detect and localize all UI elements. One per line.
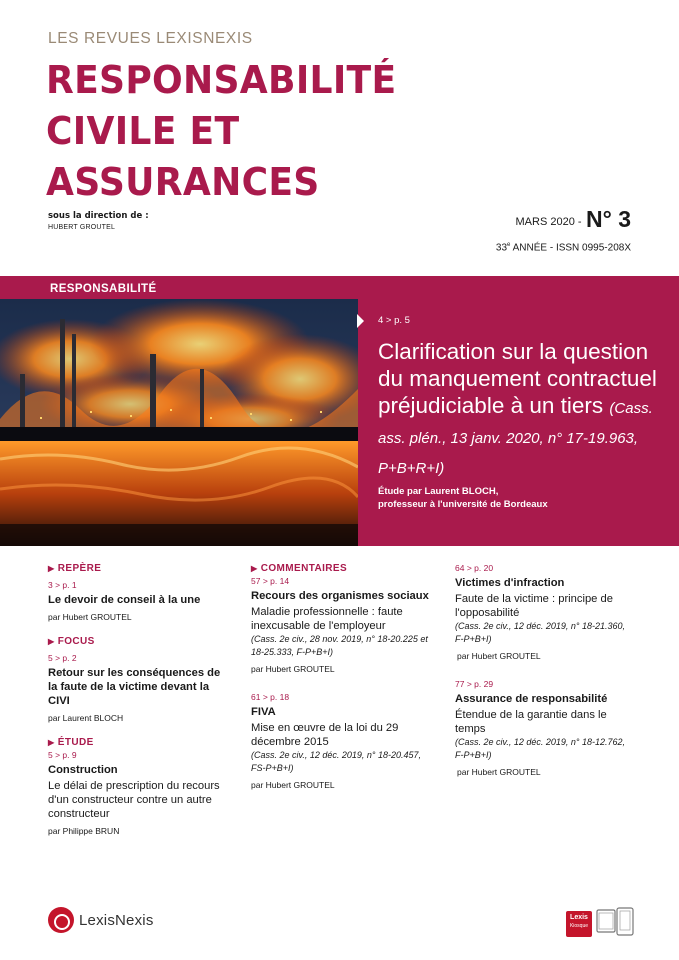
year-suffix: e xyxy=(507,242,511,248)
feature-photo xyxy=(0,299,358,546)
item-author: par Hubert GROUTEL xyxy=(457,651,541,661)
item-citation: (Cass. 2e civ., 12 déc. 2019, n° 18-20.457, FS-P+B+I) xyxy=(251,750,422,773)
section-repere-label: REPÈRE xyxy=(57,563,102,574)
item-author: par Hubert GROUTEL xyxy=(251,780,335,790)
item-author: par Hubert GROUTEL xyxy=(48,612,132,622)
section-etude xyxy=(48,737,223,748)
feature-section-label: RESPONSABILITÉ xyxy=(50,283,157,295)
item-ref: 57 > p. 14 xyxy=(251,576,290,586)
toc-item[interactable] xyxy=(455,563,635,661)
item-author: par Philippe BRUN xyxy=(48,826,120,836)
item-author: par Hubert GROUTEL xyxy=(251,664,335,674)
toc-item[interactable] xyxy=(48,653,223,723)
item-subtitle: Étendue de la garantie dans le temps xyxy=(455,709,607,735)
feature-author-line-1: Étude par Laurent BLOCH, xyxy=(378,486,499,497)
triangle-icon: ▶ xyxy=(48,738,55,747)
series-name: LES REVUES LEXISNEXIS xyxy=(48,30,253,47)
title-line-3: ASSURANCES xyxy=(46,160,320,204)
item-ref: 77 > p. 29 xyxy=(455,679,494,689)
section-focus-label: FOCUS xyxy=(57,636,95,647)
feature-page-ref: 4 > p. 5 xyxy=(378,315,410,326)
title-line-1: RESPONSABILITÉ xyxy=(46,58,397,102)
toc-column-1 xyxy=(48,560,223,840)
item-citation: (Cass. 2e civ., 28 nov. 2019, n° 18-20.225 et 18-25.333, F-P+B+I) xyxy=(251,634,428,657)
issue-number: N° 3 xyxy=(586,206,631,232)
director-name: HUBERT GROUTEL xyxy=(48,224,116,231)
toc-column-2 xyxy=(251,560,431,794)
item-title: Recours des organismes sociaux xyxy=(251,590,429,602)
feature-title-text: Clarification sur la question du manquement contractuel préjudiciable à un tiers xyxy=(378,339,657,418)
item-ref: 5 > p. 9 xyxy=(48,750,77,760)
item-title: FIVA xyxy=(251,706,276,718)
toc-item[interactable] xyxy=(48,580,223,622)
item-title: Retour sur les conséquences de la faute de la victime devant la CIVI xyxy=(48,667,221,707)
item-author: par Laurent BLOCH xyxy=(48,713,124,723)
item-subtitle: Mise en œuvre de la loi du 29 décembre 2015 xyxy=(251,722,399,748)
item-subtitle: Le délai de prescription du recours d'un constructeur contre un autre constructeur xyxy=(48,780,220,820)
triangle-icon: ▶ xyxy=(251,564,258,573)
journal-title xyxy=(46,55,578,208)
toc-item[interactable] xyxy=(455,679,635,777)
kiosque-badge xyxy=(566,911,592,937)
item-citation: (Cass. 2e civ., 12 déc. 2019, n° 18-12.762, F-P+B+I) xyxy=(455,737,626,760)
year-number: 33 xyxy=(495,242,508,254)
toc-item[interactable] xyxy=(251,692,431,790)
feature-notch xyxy=(357,314,364,328)
feature-citation: (Cass. ass. plén., 13 janv. 2020, n° 17-19.963, P+B+R+I) xyxy=(378,400,653,477)
publisher-logo xyxy=(48,905,154,935)
issue-info xyxy=(516,206,631,233)
issue-date: MARS 2020 - xyxy=(515,216,582,228)
section-commentaires xyxy=(251,563,431,574)
toc-column-3 xyxy=(455,560,635,781)
section-repere xyxy=(48,563,223,574)
section-etude-label: ÉTUDE xyxy=(57,737,94,748)
item-subtitle: Maladie professionnelle : faute inexcusable de l'employeur xyxy=(251,606,403,632)
section-focus xyxy=(48,636,223,647)
feature-author xyxy=(378,485,658,511)
devices-icon xyxy=(596,907,634,937)
toc-item[interactable] xyxy=(48,750,223,836)
triangle-icon: ▶ xyxy=(48,637,55,646)
publisher-name: LexisNexis xyxy=(79,911,154,929)
item-ref: 5 > p. 2 xyxy=(48,653,77,663)
item-title: Construction xyxy=(48,764,118,776)
feature-title xyxy=(378,338,668,482)
item-subtitle: Faute de la victime : principe de l'opposabilité xyxy=(455,593,613,619)
item-ref: 61 > p. 18 xyxy=(251,692,290,702)
item-ref: 3 > p. 1 xyxy=(48,580,77,590)
feature-author-line-2: professeur à l'université de Bordeaux xyxy=(378,499,548,510)
year-rest: ANNÉE - ISSN 0995-208X xyxy=(510,242,631,254)
item-title: Assurance de responsabilité xyxy=(455,693,608,705)
badge-line-1: Lexis xyxy=(570,914,588,921)
item-ref: 64 > p. 20 xyxy=(455,563,494,573)
badge-line-2: Kiosque xyxy=(569,923,589,929)
item-title: Le devoir de conseil à la une xyxy=(48,594,201,606)
item-citation: (Cass. 2e civ., 12 déc. 2019, n° 18-21.360, F-P+B+I) xyxy=(455,621,626,644)
triangle-icon: ▶ xyxy=(48,564,55,573)
item-author: par Hubert GROUTEL xyxy=(457,767,541,777)
direction-label: sous la direction de : xyxy=(48,211,149,221)
toc-item[interactable] xyxy=(251,576,431,674)
section-commentaires-label: COMMENTAIRES xyxy=(260,563,348,574)
title-line-2: CIVILE ET xyxy=(46,109,240,153)
year-issn xyxy=(496,242,631,253)
item-title: Victimes d'infraction xyxy=(455,577,565,589)
lexisnexis-logo-icon xyxy=(48,907,74,933)
